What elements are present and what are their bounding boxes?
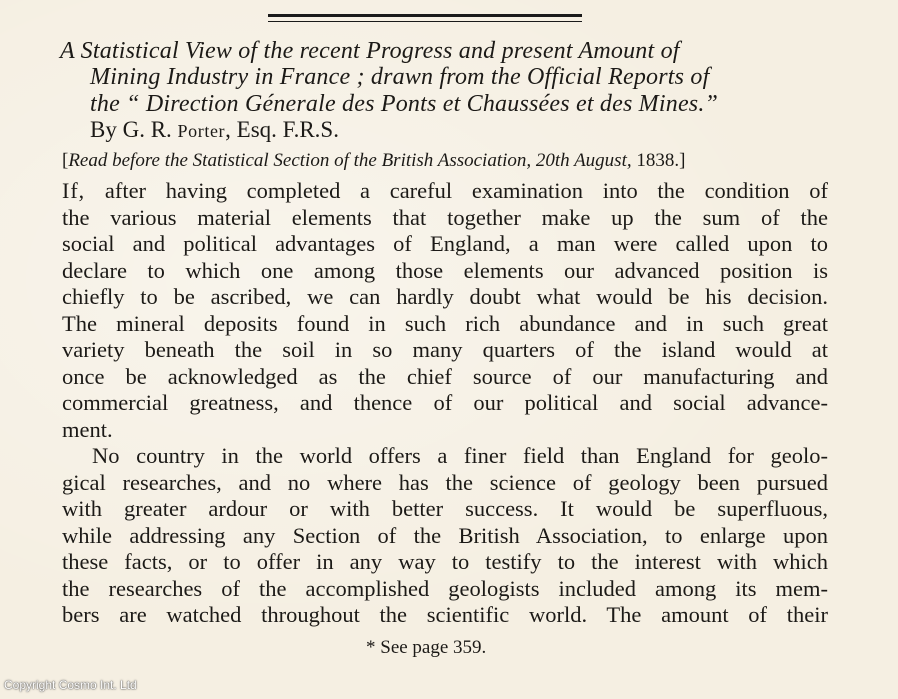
show-through-text <box>600 2 605 27</box>
paragraph-2-line-5: these facts, or to offer in any way to testify to the interest with which <box>62 549 828 574</box>
paragraph-2-line-4: while addressing any Section of the British Association, to enlarge upon <box>62 522 828 548</box>
paragraph-1-line-3: social and political advantages of England, a man were called upon to <box>62 231 828 256</box>
paragraph-1-line-5: chiefly to be ascribed, we can hardly doubt what would be his decision. <box>62 284 828 309</box>
title-line-3: the “ Direction Génerale des Ponts et Chaussées et des Mines.” <box>90 91 719 117</box>
paragraph-2-line-3: with greater ardour or with better success. It would be superfluous, <box>62 496 828 521</box>
paragraph-1-line-2: the various material elements that together make up the sum of the <box>62 204 828 230</box>
paragraph-1-line-4: declare to which one among those elements our advanced position is <box>62 257 828 283</box>
paragraph-1-line-9: commercial greatness, and thence of our political and social advance- <box>62 390 828 415</box>
author-line <box>90 117 339 144</box>
title-line-2: Mining Industry in France ; drawn from the Official Reports of <box>90 64 710 90</box>
read-note-year: 1838.] <box>631 150 686 171</box>
header-rule-thin <box>268 21 582 22</box>
paragraph-2-line-7: bers are watched throughout the scientific world. The amount of their <box>62 602 828 627</box>
paragraph-2-line-6: the researches of the accomplished geologists included among its mem- <box>62 575 828 601</box>
read-note <box>62 150 685 172</box>
read-note-text: Read before the Statistical Section of the British Association, 20th August, <box>68 150 632 171</box>
read-note-open: [ <box>62 150 69 171</box>
paragraph-1-line-10: ment. <box>62 416 113 442</box>
paragraph-1-line-8: once be acknowledged as the chief source of our manufacturing and <box>62 363 828 389</box>
paragraph-2-line-1: No country in the world offers a finer field than England for geolo- <box>92 443 828 468</box>
paragraph-1-line-1-text: after having completed a careful examination into the condition of <box>85 178 828 203</box>
paragraph-1-line-6: The mineral deposits found in such rich abundance and in such great <box>62 310 828 336</box>
author-surname: Porter <box>177 121 226 141</box>
header-rule <box>268 14 582 21</box>
paragraph-1-line-1 <box>62 178 828 205</box>
paragraph-2-line-2: gical researches, and no where has the science of geology been pursued <box>62 469 828 495</box>
author-suffix: , Esq. F.R.S. <box>225 117 339 142</box>
title-line-1: A Statistical View of the recent Progress and present Amount of <box>60 38 680 64</box>
author-prefix: By G. R. <box>90 117 178 142</box>
paragraph-1-first-word: If, <box>62 178 86 203</box>
copyright-watermark: Copyright Cosmo Int. Ltd <box>4 678 137 692</box>
paragraph-1-line-7: variety beneath the soil in so many quarters of the island would at <box>62 337 828 362</box>
footnote: * See page 359. <box>366 637 487 658</box>
